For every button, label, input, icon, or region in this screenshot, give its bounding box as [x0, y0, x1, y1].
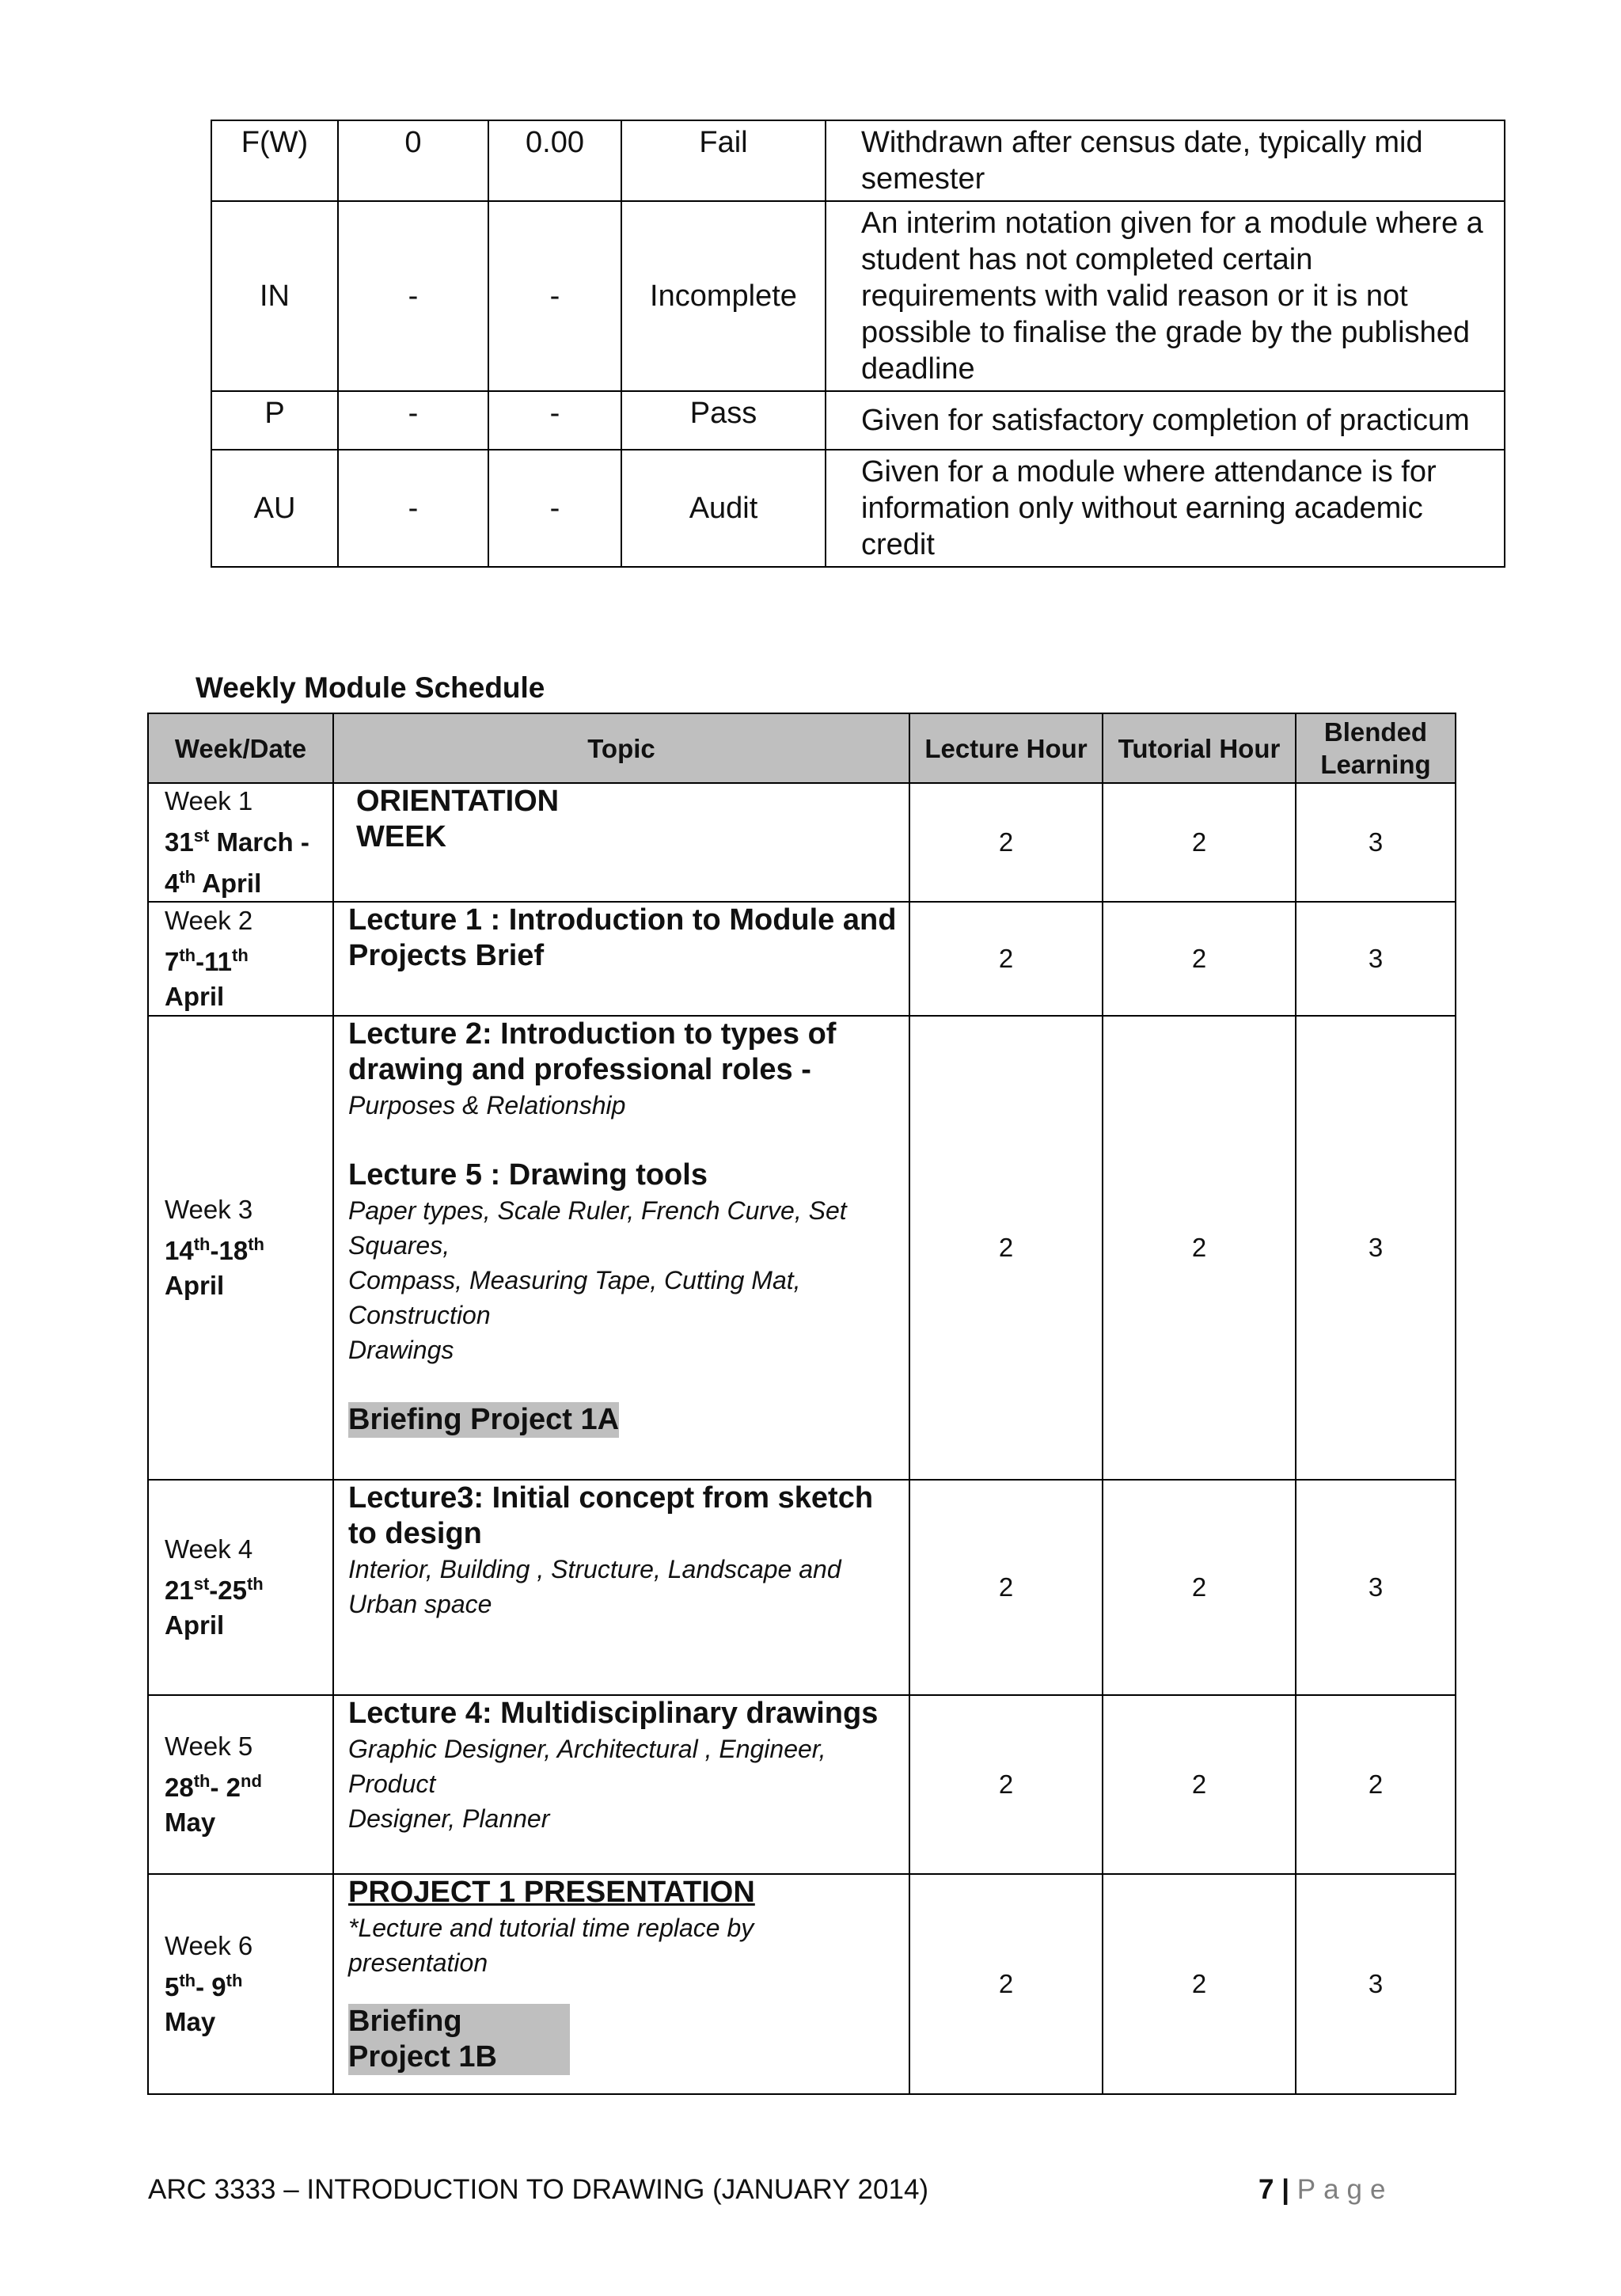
blended-hour: 3: [1296, 1480, 1456, 1695]
lecture-hour: 2: [909, 1016, 1103, 1480]
week-date: 31st March - 4th April: [165, 826, 309, 898]
lecture-hour: 2: [909, 1874, 1103, 2094]
lecture-hour: 2: [909, 783, 1103, 902]
tutorial-hour: 2: [1103, 1695, 1296, 1874]
week-cell: [148, 1480, 333, 1695]
topic-subtitle: *Lecture and tutorial time replace by presentation: [348, 1914, 754, 1977]
topic-cell: [333, 783, 909, 902]
description-cell: Withdrawn after census date, typically mid semester: [826, 120, 1505, 201]
footer-page: [1258, 2174, 1393, 2206]
schedule-table: [147, 713, 1456, 2095]
header-lecture: Lecture Hour: [909, 713, 1103, 783]
week-label: Week 5: [165, 1732, 253, 1761]
week-label: Week 2: [165, 906, 253, 935]
week-cell: [148, 1874, 333, 2094]
topic-subtitle-4: Drawings: [348, 1336, 454, 1364]
topic-title: Lecture 2: Introduction to types of drawing and professional roles -: [348, 1017, 837, 1086]
description-cell: An interim notation given for a module where a student has not completed certain requirements with valid reason or it is not possible to finalise the grade by the published deadline: [826, 201, 1505, 391]
topic-title: Lecture3: Initial concept from sketch to design: [348, 1481, 874, 1550]
week-date: 28th- 2nd: [165, 1771, 262, 1802]
week-date-month: April: [165, 1610, 225, 1640]
table-row: [148, 1874, 1456, 2094]
point-cell: -: [338, 201, 488, 391]
week-date-month: May: [165, 2007, 216, 2036]
week-label: Week 6: [165, 1931, 253, 1960]
header-row: [148, 713, 1456, 783]
topic-cell: [333, 1695, 909, 1874]
point-cell: 0: [338, 120, 488, 201]
table-row: [148, 902, 1456, 1016]
blended-hour: 3: [1296, 783, 1456, 902]
blended-hour: 3: [1296, 1874, 1456, 2094]
topic-title: Lecture 4: Multidisciplinary drawings: [348, 1697, 879, 1730]
tutorial-hour: 2: [1103, 1874, 1296, 2094]
value-cell: -: [488, 450, 621, 567]
topic-title-2: Lecture 5 : Drawing tools: [348, 1158, 708, 1192]
tutorial-hour: 2: [1103, 783, 1296, 902]
table-row: [211, 450, 1505, 567]
topic-cell: [333, 1874, 909, 2094]
grade-cell: AU: [211, 450, 338, 567]
description-cell: Given for satisfactory completion of practicum: [826, 391, 1505, 450]
header-tutorial: Tutorial Hour: [1103, 713, 1296, 783]
topic-cell: [333, 1480, 909, 1695]
topic-subtitle: Interior, Building , Structure, Landscape and Urban space: [348, 1555, 841, 1618]
lecture-hour: 2: [909, 1695, 1103, 1874]
status-cell: Pass: [621, 391, 826, 450]
week-cell: [148, 783, 333, 902]
table-row: [211, 120, 1505, 201]
status-cell: Incomplete: [621, 201, 826, 391]
topic-subtitle: Purposes & Relationship: [348, 1091, 626, 1119]
description-cell: Given for a module where attendance is for information only without earning academic credit: [826, 450, 1505, 567]
tutorial-hour: 2: [1103, 1016, 1296, 1480]
status-cell: Audit: [621, 450, 826, 567]
page-label: Page: [1296, 2174, 1394, 2205]
week-label: Week 4: [165, 1534, 253, 1564]
grades-table: [211, 120, 1505, 568]
topic-title: Lecture 1 : Introduction to Module and Projects Brief: [348, 903, 897, 972]
blended-hour: 2: [1296, 1695, 1456, 1874]
briefing-label: Briefing Project 1A: [348, 1403, 620, 1436]
tutorial-hour: 2: [1103, 902, 1296, 1016]
schedule-title: Weekly Module Schedule: [196, 671, 545, 704]
topic-cell: [333, 902, 909, 1016]
table-row: [148, 1016, 1456, 1480]
week-date-month: April: [165, 982, 225, 1011]
week-cell: [148, 1016, 333, 1480]
week-cell: [148, 1695, 333, 1874]
topic-subtitle-2: Paper types, Scale Ruler, French Curve, Set Squares,: [348, 1196, 847, 1260]
blended-hour: 3: [1296, 1016, 1456, 1480]
week-date-month: April: [165, 1271, 225, 1300]
table-row: [148, 783, 1456, 902]
topic-subtitle-2: Designer, Planner: [348, 1804, 550, 1833]
status-cell: Fail: [621, 120, 826, 201]
grade-cell: IN: [211, 201, 338, 391]
grade-cell: F(W): [211, 120, 338, 201]
value-cell: -: [488, 201, 621, 391]
week-date: 14th-18th: [165, 1234, 264, 1265]
table-row: [148, 1695, 1456, 1874]
topic-title: ORIENTATION WEEK: [356, 785, 560, 853]
week-date: 21st-25th: [165, 1574, 264, 1605]
page-separator: |: [1274, 2174, 1297, 2205]
table-row: [211, 201, 1505, 391]
header-blended: Blended Learning: [1296, 713, 1456, 783]
week-label: Week 3: [165, 1195, 253, 1224]
grade-cell: P: [211, 391, 338, 450]
week-label: Week 1: [165, 786, 253, 815]
header-topic: Topic: [333, 713, 909, 783]
tutorial-hour: 2: [1103, 1480, 1296, 1695]
table-row: [211, 391, 1505, 450]
week-cell: [148, 902, 333, 1016]
header-week: Week/Date: [148, 713, 333, 783]
topic-subtitle: Graphic Designer, Architectural , Engineer, Product: [348, 1735, 826, 1798]
blended-hour: 3: [1296, 902, 1456, 1016]
topic-subtitle-3: Compass, Measuring Tape, Cutting Mat, Construction: [348, 1266, 801, 1329]
topic-cell: [333, 1016, 909, 1480]
page-number: 7: [1258, 2174, 1274, 2205]
value-cell: 0.00: [488, 120, 621, 201]
table-row: [148, 1480, 1456, 1695]
lecture-hour: 2: [909, 902, 1103, 1016]
week-date: 5th- 9th: [165, 1971, 243, 2001]
week-date-month: May: [165, 1808, 216, 1837]
point-cell: -: [338, 450, 488, 567]
briefing-label: Briefing Project 1B: [348, 2004, 570, 2075]
week-date: 7th-11th: [165, 945, 249, 976]
lecture-hour: 2: [909, 1480, 1103, 1695]
topic-title: PROJECT 1 PRESENTATION: [348, 1876, 755, 1909]
value-cell: -: [488, 391, 621, 450]
footer-course: ARC 3333 – INTRODUCTION TO DRAWING (JANUARY 2014): [148, 2174, 929, 2205]
point-cell: -: [338, 391, 488, 450]
